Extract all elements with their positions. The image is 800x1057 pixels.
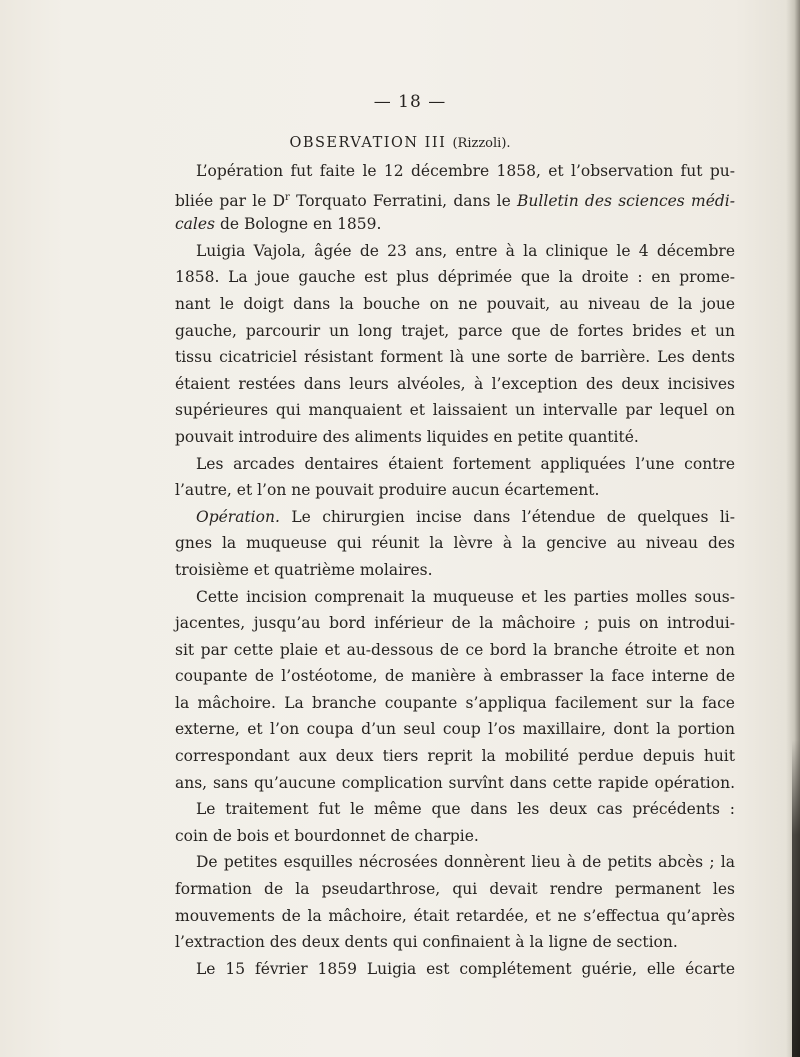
text-line xyxy=(175,796,735,823)
text-run: nant le doigt dans la bouche on ne pouvait, au niveau de la joue xyxy=(175,294,735,313)
text-run: gauche, parcourir un long trajet, parce que de fortes brides et un xyxy=(175,321,735,340)
text-run: pouvait introduire des aliments liquides en petite quantité. xyxy=(175,427,639,446)
page-number: — 18 — xyxy=(373,92,447,112)
observation-heading xyxy=(200,135,600,151)
text-line xyxy=(175,424,735,451)
text-line xyxy=(175,903,735,930)
observation-attribution: (Rizzoli). xyxy=(452,136,511,151)
superscript-text: r xyxy=(285,191,290,203)
text-run: coupante de l’ostéotome, de manière à embrasser la face interne de xyxy=(175,667,735,686)
text-line xyxy=(175,743,735,770)
text-run: L’opération fut faite le 12 décembre 1858, et l’observation fut pu- xyxy=(196,162,735,180)
text-run: sit par cette plaie et au-dessous de ce bord la branche étroite et non xyxy=(175,640,735,659)
text-line xyxy=(175,238,735,265)
text-line xyxy=(175,637,735,664)
text-run: jacentes, jusqu’au bord inférieur de la mâchoire ; puis on introdui- xyxy=(175,614,735,633)
text-line xyxy=(175,663,735,690)
italic-text: Opération. xyxy=(196,507,280,526)
text-line xyxy=(175,504,735,531)
text-line xyxy=(175,610,735,637)
text-line xyxy=(175,344,735,371)
text-line xyxy=(175,291,735,318)
text-line xyxy=(175,557,735,584)
text-run: bliée par le D xyxy=(175,191,286,210)
text-line xyxy=(175,584,735,611)
text-line xyxy=(175,849,735,876)
text-run: Luigia Vajola, âgée de 23 ans, entre à la clinique le 4 décembre xyxy=(196,241,735,260)
text-run: la mâchoire. La branche coupante s’appliqua facilement sur la face xyxy=(175,693,735,712)
text-run: Le chirurgien incise dans l’étendue de quelques li- xyxy=(279,507,735,526)
text-run: supérieures qui manquaient et laissaient un intervalle par lequel on xyxy=(175,401,735,420)
text-run: formation de la pseudarthrose, qui devait rendre permanent les xyxy=(175,880,735,899)
text-run: de Bologne en 1859. xyxy=(215,215,382,234)
text-line xyxy=(175,264,735,291)
text-run: Les arcades dentaires étaient fortement appliquées l’une contre xyxy=(196,454,735,473)
text-run: troisième et quatrième molaires. xyxy=(175,560,433,579)
text-run: l’extraction des deux dents qui confinaient à la ligne de section. xyxy=(175,933,678,952)
text-run: coin de bois et bourdonnet de charpie. xyxy=(175,826,479,845)
text-run: l’autre, et l’on ne pouvait produire aucun écartement. xyxy=(175,481,600,500)
text-line xyxy=(175,185,735,212)
text-line xyxy=(175,318,735,345)
text-run: Le 15 février 1859 Luigia est complétement guérie, elle écarte xyxy=(196,959,735,978)
text-run: 1858. La joue gauche est plus déprimée que la droite : en prome- xyxy=(175,268,735,287)
text-line xyxy=(175,823,735,850)
observation-title: OBSERVATION III xyxy=(289,135,447,151)
text-line xyxy=(175,477,735,504)
text-line xyxy=(175,770,735,797)
text-run: Cette incision comprenait la muqueuse et les parties molles sous- xyxy=(196,587,735,606)
italic-text: cales xyxy=(175,215,216,234)
text-run: étaient restées dans leurs alvéoles, à l’exception des deux incisives xyxy=(175,374,735,393)
text-line xyxy=(175,158,735,185)
body-text xyxy=(175,158,735,982)
text-line xyxy=(175,371,735,398)
text-run: tissu cicatriciel résistant forment là une sorte de barrière. Les dents xyxy=(175,348,735,367)
text-line xyxy=(175,929,735,956)
text-run: De petites esquilles nécrosées donnèrent lieu à de petits abcès ; la xyxy=(196,853,735,872)
text-line xyxy=(175,530,735,557)
text-run: Le traitement fut le même que dans les deux cas précédents : xyxy=(196,800,735,819)
text-run: Torquato Ferratini, dans le xyxy=(289,191,518,210)
text-line xyxy=(175,397,735,424)
text-run: externe, et l’on coupa d’un seul coup l’os maxillaire, dont la portion xyxy=(175,720,735,739)
text-line xyxy=(175,876,735,903)
text-line xyxy=(175,690,735,717)
text-run: ans, sans qu’aucune complication survînt dans cette rapide opération. xyxy=(175,773,735,792)
text-run: mouvements de la mâchoire, était retardée, et ne s’effectua qu’après xyxy=(175,906,735,925)
text-line xyxy=(175,451,735,478)
text-line xyxy=(175,211,735,238)
text-run: correspondant aux deux tiers reprit la mobilité perdue depuis huit xyxy=(175,747,735,766)
page-binding-shadow xyxy=(792,740,800,1057)
text-run: gnes la muqueuse qui réunit la lèvre à la gencive au niveau des xyxy=(175,534,735,553)
text-line xyxy=(175,956,735,983)
italic-text: Bulletin des sciences médi- xyxy=(517,191,735,210)
text-line xyxy=(175,716,735,743)
